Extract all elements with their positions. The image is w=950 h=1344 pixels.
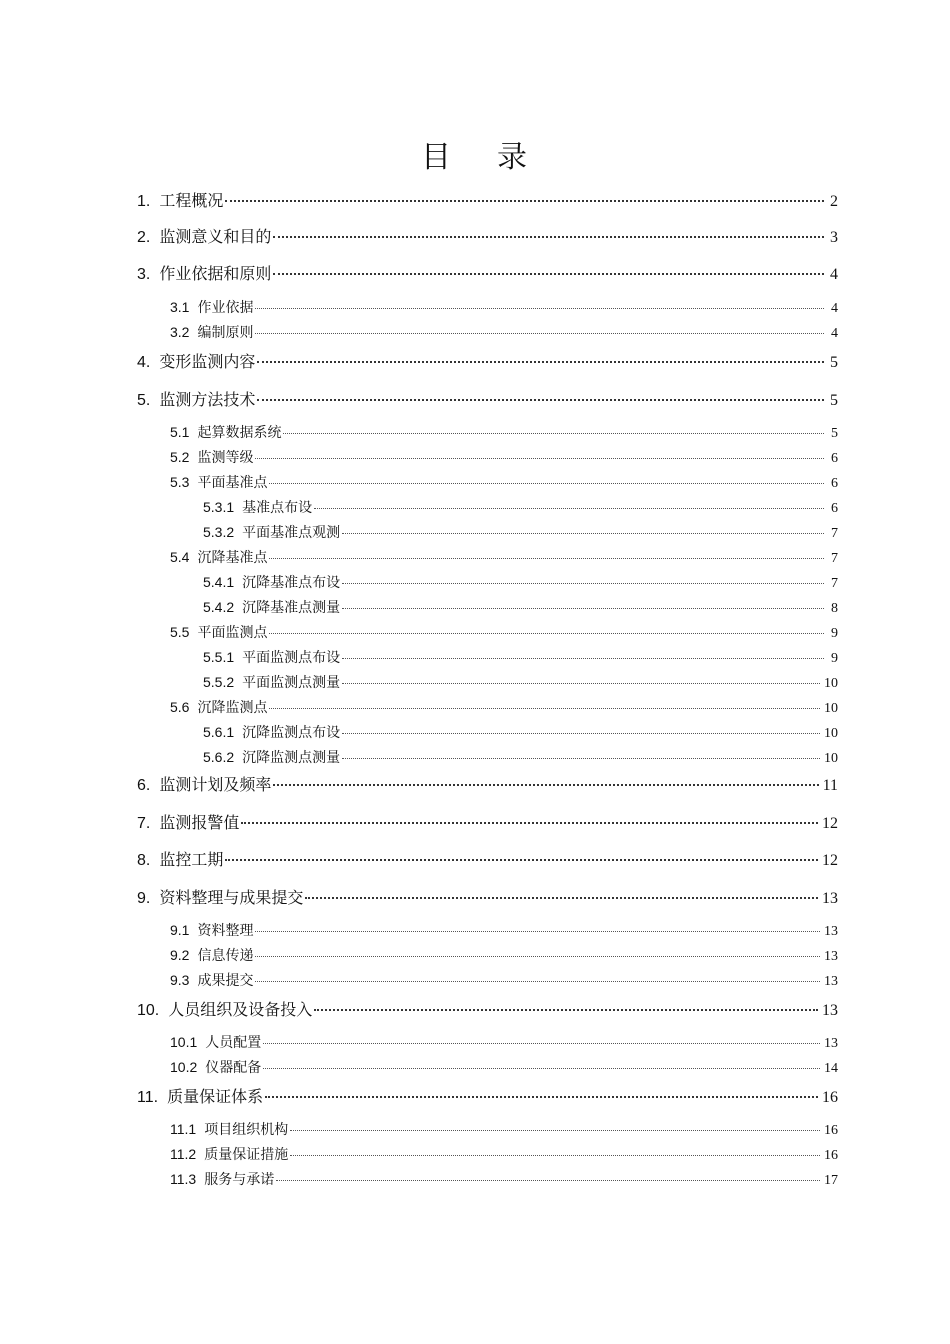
toc-entry-label: 服务与承诺	[204, 1172, 275, 1188]
toc-page-number: 9	[831, 626, 838, 641]
toc-entry[interactable]	[170, 447, 838, 467]
toc-entry-label: 平面监测点布设	[242, 650, 341, 666]
toc-entry-number: 5.6	[170, 699, 190, 715]
toc-entry-label: 监测报警值	[159, 813, 240, 832]
toc-page-number: 17	[824, 1173, 838, 1188]
toc-page-number: 13	[822, 890, 838, 907]
toc-page-number: 16	[824, 1148, 838, 1163]
toc-page-number: 4	[831, 301, 838, 316]
toc-entry-number: 9.2	[170, 947, 190, 963]
dot-leader	[255, 458, 824, 459]
toc-entry-number: 5.3.2	[203, 524, 235, 540]
toc-entry[interactable]	[137, 997, 838, 1020]
toc-page-number: 2	[830, 193, 838, 210]
toc-entry[interactable]	[203, 647, 838, 667]
toc-entry[interactable]	[170, 1119, 838, 1139]
toc-entry[interactable]	[170, 697, 838, 717]
toc-entry[interactable]	[170, 1144, 838, 1164]
toc-entry-label: 监测计划及频率	[159, 775, 272, 794]
toc-entry[interactable]	[203, 572, 838, 592]
toc-entry[interactable]	[170, 472, 838, 492]
toc-entry-number: 11.3	[170, 1171, 197, 1187]
toc-page-number: 16	[822, 1089, 838, 1106]
dot-leader	[314, 508, 824, 509]
toc-entry-number: 10.2	[170, 1059, 198, 1075]
toc-entry-number: 9.3	[170, 972, 190, 988]
toc-entry-number: 1.	[137, 193, 151, 210]
toc-entry-label: 工程概况	[159, 191, 224, 210]
toc-page-number: 13	[824, 924, 838, 939]
toc-entry-number: 5.5.1	[203, 649, 235, 665]
dot-leader	[255, 956, 820, 957]
toc-page-number: 7	[831, 576, 838, 591]
toc-entry-number: 5.	[137, 392, 151, 409]
toc-entry-label: 平面监测点测量	[242, 675, 341, 691]
toc-entry-label: 资料整理	[197, 923, 254, 939]
toc-page-number: 7	[831, 551, 838, 566]
toc-entry-number: 5.4.1	[203, 574, 235, 590]
dot-leader	[269, 708, 820, 709]
toc-entry-label: 变形监测内容	[159, 352, 256, 371]
toc-entry[interactable]	[170, 422, 838, 442]
toc-entry-label: 监测等级	[197, 450, 254, 466]
toc-entry-number: 5.6.2	[203, 749, 235, 765]
title-char-2: 录	[497, 140, 529, 175]
toc-page-number: 8	[831, 601, 838, 616]
toc-entry-number: 7.	[137, 815, 151, 832]
dot-leader	[263, 1068, 820, 1069]
toc-entry-number: 3.	[137, 266, 151, 283]
toc-page-number: 4	[830, 266, 838, 283]
toc-entry-label: 信息传递	[197, 948, 254, 964]
toc-entry-label: 质量保证措施	[204, 1147, 289, 1163]
toc-entry-number: 10.1	[170, 1034, 198, 1050]
toc-page-number: 5	[830, 354, 838, 371]
toc-page-number: 5	[830, 392, 838, 409]
toc-entry[interactable]	[170, 547, 838, 567]
dot-leader	[290, 1130, 820, 1131]
toc-entry-number: 4.	[137, 354, 151, 371]
toc-entry-number: 5.3.1	[203, 499, 235, 515]
toc-entry[interactable]	[170, 945, 838, 965]
dot-leader	[342, 658, 824, 659]
toc-entry-label: 监测意义和目的	[159, 227, 272, 246]
toc-entry[interactable]	[137, 847, 838, 870]
toc-entry-label: 沉降监测点	[197, 700, 268, 716]
toc-page-number: 16	[824, 1123, 838, 1138]
toc-entry[interactable]	[170, 297, 838, 317]
toc-entry[interactable]	[137, 224, 838, 247]
toc-page-number: 3	[830, 229, 838, 246]
toc-entry-label: 沉降监测点测量	[242, 750, 341, 766]
toc-entry[interactable]	[203, 672, 838, 692]
toc-page-number: 6	[831, 476, 838, 491]
toc-entry[interactable]	[170, 622, 838, 642]
toc-entry-label: 监控工期	[159, 850, 224, 869]
toc-page-number: 7	[831, 526, 838, 541]
toc-page-number: 13	[824, 949, 838, 964]
dot-leader	[241, 822, 818, 824]
toc-entry[interactable]	[170, 920, 838, 940]
toc-page-number: 12	[822, 815, 838, 832]
toc-entry-number: 5.4.2	[203, 599, 235, 615]
toc-page-number: 4	[831, 326, 838, 341]
toc-entry-number: 5.6.1	[203, 724, 235, 740]
toc-entry-number: 9.1	[170, 922, 190, 938]
toc-entry[interactable]	[203, 722, 838, 742]
toc-entry-label: 人员组织及设备投入	[168, 1000, 313, 1019]
toc-entry-label: 基准点布设	[242, 500, 313, 516]
title-char-1: 目	[421, 140, 453, 175]
dot-leader	[269, 633, 824, 634]
toc-entry[interactable]	[170, 1169, 838, 1189]
toc-entry-number: 3.1	[170, 299, 190, 315]
toc-entry-number: 11.	[137, 1089, 159, 1106]
dot-leader	[342, 608, 824, 609]
toc-page-number: 9	[831, 651, 838, 666]
toc-page-number: 10	[824, 701, 838, 716]
dot-leader	[342, 733, 820, 734]
toc-entry-label: 平面基准点	[197, 475, 268, 491]
toc-entry[interactable]	[170, 970, 838, 990]
toc-entry[interactable]	[137, 885, 838, 908]
dot-leader	[225, 859, 818, 861]
toc-page-number: 6	[831, 451, 838, 466]
dot-leader	[305, 897, 818, 899]
toc-entry[interactable]	[170, 322, 838, 342]
toc-entry-number: 5.4	[170, 549, 190, 565]
dot-leader	[263, 1043, 820, 1044]
toc-entry-label: 平面基准点观测	[242, 525, 341, 541]
toc-entry-number: 5.3	[170, 474, 190, 490]
dot-leader	[255, 333, 824, 334]
toc-entry-number: 5.5.2	[203, 674, 235, 690]
toc-entry-label: 沉降基准点	[197, 550, 268, 566]
toc-entry-number: 9.	[137, 890, 151, 907]
dot-leader	[269, 558, 824, 559]
dot-leader	[255, 931, 820, 932]
toc-entry-number: 8.	[137, 852, 151, 869]
dot-leader	[290, 1155, 820, 1156]
toc-entry-number: 10.	[137, 1002, 160, 1019]
toc-entry-label: 作业依据	[197, 300, 254, 316]
toc-entry-label: 仪器配备	[205, 1060, 262, 1076]
toc-entry[interactable]	[137, 1084, 838, 1107]
toc-page-number: 13	[822, 1002, 838, 1019]
toc-entry-number: 5.1	[170, 424, 190, 440]
toc-page-number: 11	[822, 777, 838, 794]
dot-leader	[255, 981, 820, 982]
dot-leader	[342, 583, 824, 584]
toc-entry-number: 6.	[137, 777, 151, 794]
toc-entry[interactable]	[203, 747, 838, 767]
dot-leader	[283, 433, 824, 434]
dot-leader	[342, 533, 824, 534]
toc-entry[interactable]	[137, 387, 838, 410]
toc-entry-label: 监测方法技术	[159, 390, 256, 409]
toc-entry-label: 编制原则	[197, 325, 254, 341]
toc-entry-label: 成果提交	[197, 973, 254, 989]
toc-entry-number: 11.1	[170, 1121, 197, 1137]
toc-entry-number: 3.2	[170, 324, 190, 340]
toc-page-number: 6	[831, 501, 838, 516]
toc-entry[interactable]	[203, 597, 838, 617]
toc-entry[interactable]	[203, 522, 838, 542]
toc-page-number: 10	[824, 726, 838, 741]
toc-page-number: 14	[824, 1061, 838, 1076]
dot-leader	[342, 758, 820, 759]
toc-page-number: 13	[824, 974, 838, 989]
dot-leader	[255, 308, 824, 309]
toc-entry-number: 5.5	[170, 624, 190, 640]
toc-entry-label: 质量保证体系	[167, 1087, 264, 1106]
toc-entry-label: 沉降基准点布设	[242, 575, 341, 591]
toc-page-number: 10	[824, 751, 838, 766]
toc-entry-label: 沉降基准点测量	[242, 600, 341, 616]
toc-entry[interactable]	[170, 1057, 838, 1077]
toc-entry[interactable]	[203, 497, 838, 517]
page-title	[0, 132, 950, 176]
toc-page-number: 12	[822, 852, 838, 869]
toc-entry-number: 11.2	[170, 1146, 197, 1162]
toc-entry-label: 资料整理与成果提交	[159, 888, 304, 907]
toc-entry[interactable]	[137, 810, 838, 833]
toc-entry[interactable]	[170, 1032, 838, 1052]
toc-entry[interactable]	[137, 349, 838, 372]
toc-page-number: 10	[824, 676, 838, 691]
toc-entry-label: 沉降监测点布设	[242, 725, 341, 741]
toc-entry[interactable]	[137, 772, 838, 795]
toc-entry-label: 平面监测点	[197, 625, 268, 641]
dot-leader	[257, 361, 824, 363]
dot-leader	[273, 784, 818, 786]
toc-entry[interactable]	[137, 261, 838, 284]
dot-leader	[314, 1009, 818, 1011]
dot-leader	[273, 236, 824, 238]
dot-leader	[276, 1180, 820, 1181]
dot-leader	[269, 483, 824, 484]
toc-page-number: 13	[824, 1036, 838, 1051]
toc-entry[interactable]	[137, 188, 838, 211]
toc-entry-label: 起算数据系统	[197, 425, 282, 441]
toc-entry-number: 5.2	[170, 449, 190, 465]
toc-entry-label: 项目组织机构	[204, 1122, 289, 1138]
dot-leader	[273, 273, 824, 275]
toc-entry-label: 作业依据和原则	[159, 264, 272, 283]
dot-leader	[342, 683, 820, 684]
toc-entry-number: 2.	[137, 229, 151, 246]
toc-entry-label: 人员配置	[205, 1035, 262, 1051]
dot-leader	[225, 200, 824, 202]
toc-page-number: 5	[831, 426, 838, 441]
dot-leader	[257, 399, 824, 401]
dot-leader	[265, 1096, 818, 1098]
